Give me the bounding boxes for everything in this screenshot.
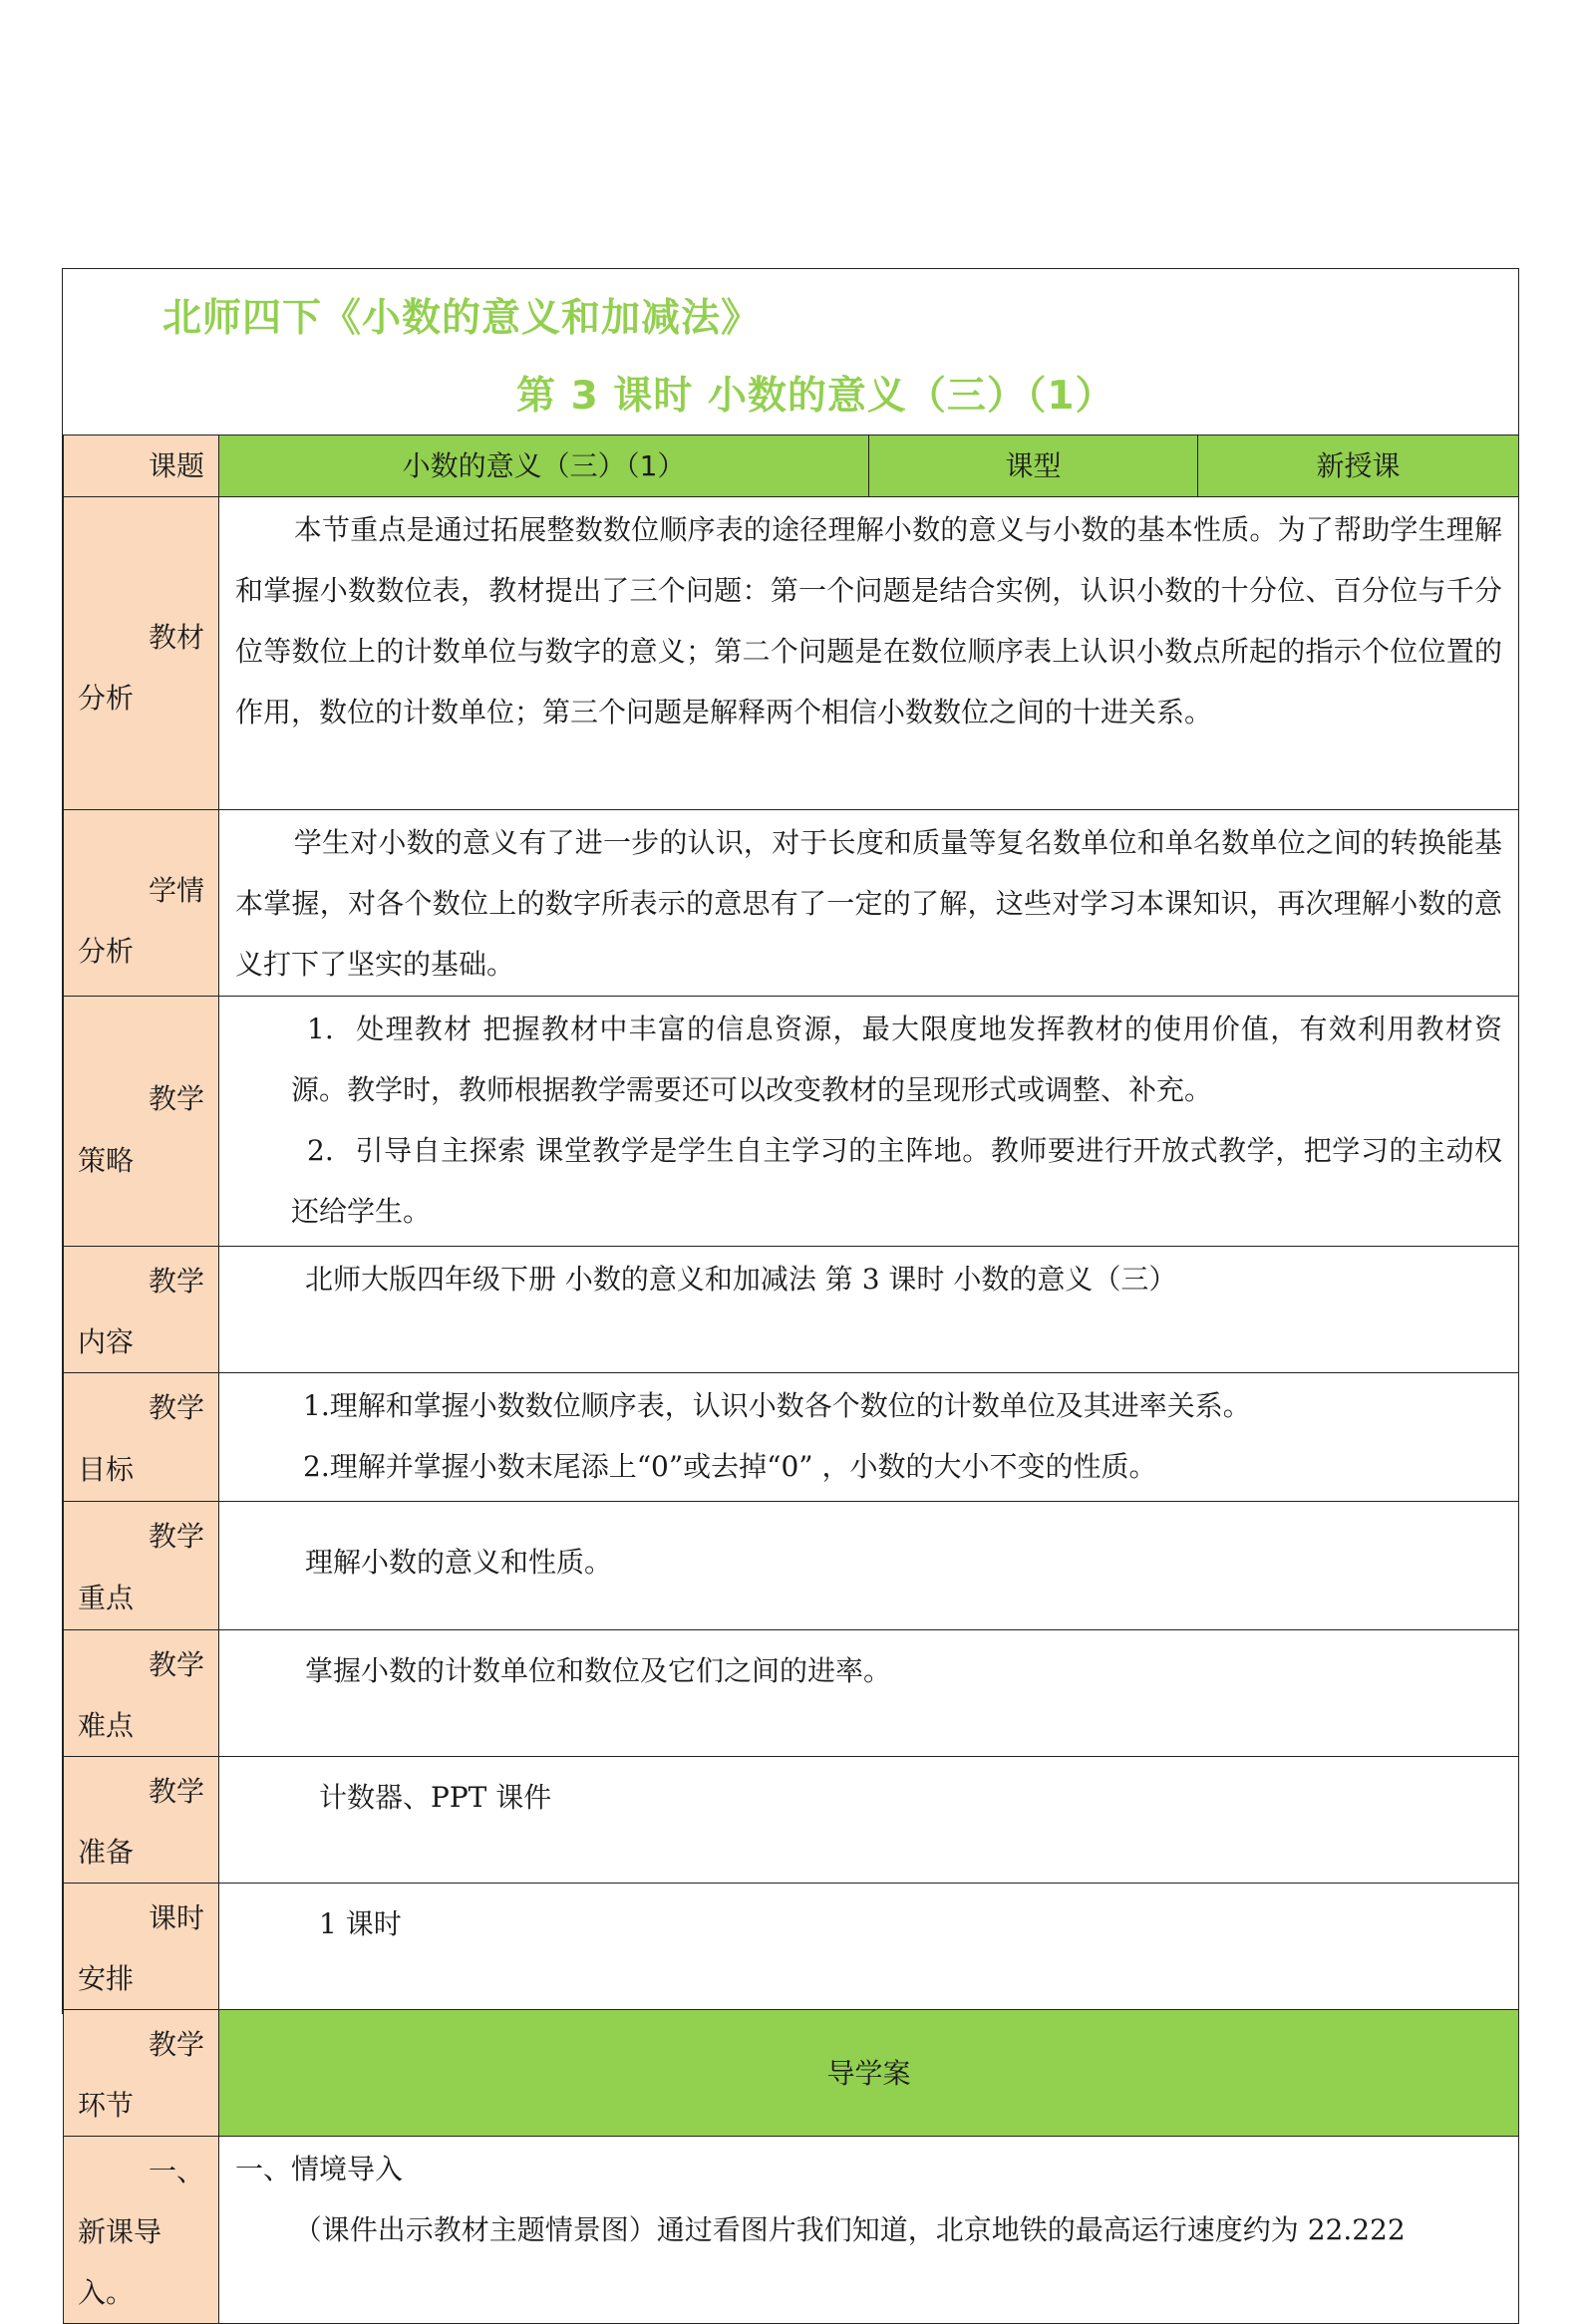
row-goals [64, 1373, 1519, 1502]
intro-text [219, 2137, 1519, 2324]
header-row [64, 436, 1519, 497]
row-strategy [64, 997, 1519, 1247]
row-content [64, 1247, 1519, 1373]
type-value: 新授课 [1198, 436, 1519, 497]
strategy-item-1: 1. 处理教材 把握教材中丰富的信息资源，最大限度地发挥教材的使用价值，有效利用教材资源。教学时，教师根据教学需要还可以改变教材的呈现形式或调整、补充。 [291, 1013, 1502, 1106]
difficulty-label: 教学 难点 [64, 1630, 219, 1757]
goals-text [219, 1373, 1519, 1502]
row-intro [64, 2137, 1519, 2324]
section-label: 教学 环节 [64, 2010, 219, 2137]
row-prep [64, 1757, 1519, 1884]
keypoint-text: 理解小数的意义和性质。 [219, 1502, 1519, 1630]
title-block [63, 269, 1518, 436]
row-student-analysis [64, 810, 1519, 997]
textbook-analysis-text: 本节重点是通过拓展整数数位顺序表的途径理解小数的意义与小数的基本性质。为了帮助学生理解和掌握小数数位表，教材提出了三个问题：第一个问题是结合实例，认识小数的十分位、百分位与千分位等数位上的计数单位与数字的意义；第二个问题是在数位顺序表上认识小数点所起的指示个位位置的作用，数位的计数单位；第三个问题是解释两个相信小数数位之间的十进关系。 [219, 497, 1519, 810]
student-analysis-text: 学生对小数的意义有了进一步的认识，对于长度和质量等复名数单位和单名数单位之间的转换能基本掌握，对各个数位上的数字所表示的意思有了一定的了解，这些对学习本课知识，再次理解小数的意义打下了坚实的基础。 [219, 810, 1519, 997]
difficulty-text: 掌握小数的计数单位和数位及它们之间的进率。 [219, 1630, 1519, 1757]
row-textbook-analysis [64, 497, 1519, 810]
row-section [64, 2010, 1519, 2137]
goals-label: 教学 目标 [64, 1373, 219, 1502]
prep-text: 计数器、PPT 课件 [219, 1757, 1519, 1884]
intro-paragraph: （课件出示教材主题情景图）通过看图片我们知道，北京地铁的最高运行速度约为 22.222 [293, 2213, 1406, 2246]
row-keypoint [64, 1502, 1519, 1630]
type-label: 课型 [869, 436, 1198, 497]
strategy-text [219, 997, 1519, 1247]
lesson-plan-frame [62, 268, 1519, 2309]
intro-heading: 一、情境导入 [235, 2153, 404, 2185]
section-header: 导学案 [219, 2010, 1519, 2137]
prep-label: 教学 准备 [64, 1757, 219, 1884]
content-text: 北师大版四年级下册 小数的意义和加减法 第 3 课时 小数的意义（三） [219, 1247, 1519, 1373]
row-schedule [64, 1884, 1519, 2010]
intro-label: 一、 新课导入。 [64, 2137, 219, 2324]
lesson-title: 第 3 课时 小数的意义（三）（1） [516, 374, 1115, 419]
keypoint-label: 教学 重点 [64, 1502, 219, 1630]
doc-title: 北师四下《小数的意义和加减法》 [162, 296, 762, 341]
topic-value: 小数的意义（三）（1） [219, 436, 869, 497]
goal-2: 2.理解并掌握小数末尾添上“0”或去掉“0” ，小数的大小不变的性质。 [303, 1450, 1157, 1483]
lesson-table [63, 435, 1519, 2324]
schedule-text: 1 课时 [219, 1884, 1519, 2010]
textbook-analysis-label: 教材 分析 [64, 497, 219, 810]
strategy-label: 教学 策略 [64, 997, 219, 1247]
schedule-label: 课时 安排 [64, 1884, 219, 2010]
goal-1: 1.理解和掌握小数数位顺序表，认识小数各个数位的计数单位及其进率关系。 [303, 1389, 1251, 1422]
content-label: 教学 内容 [64, 1247, 219, 1373]
strategy-item-2: 2. 引导自主探索 课堂教学是学生自主学习的主阵地。教师要进行开放式教学，把学习的主动权还给学生。 [291, 1134, 1502, 1228]
row-difficulty [64, 1630, 1519, 1757]
student-analysis-label: 学情 分析 [64, 810, 219, 997]
topic-label: 课题 [64, 436, 219, 497]
